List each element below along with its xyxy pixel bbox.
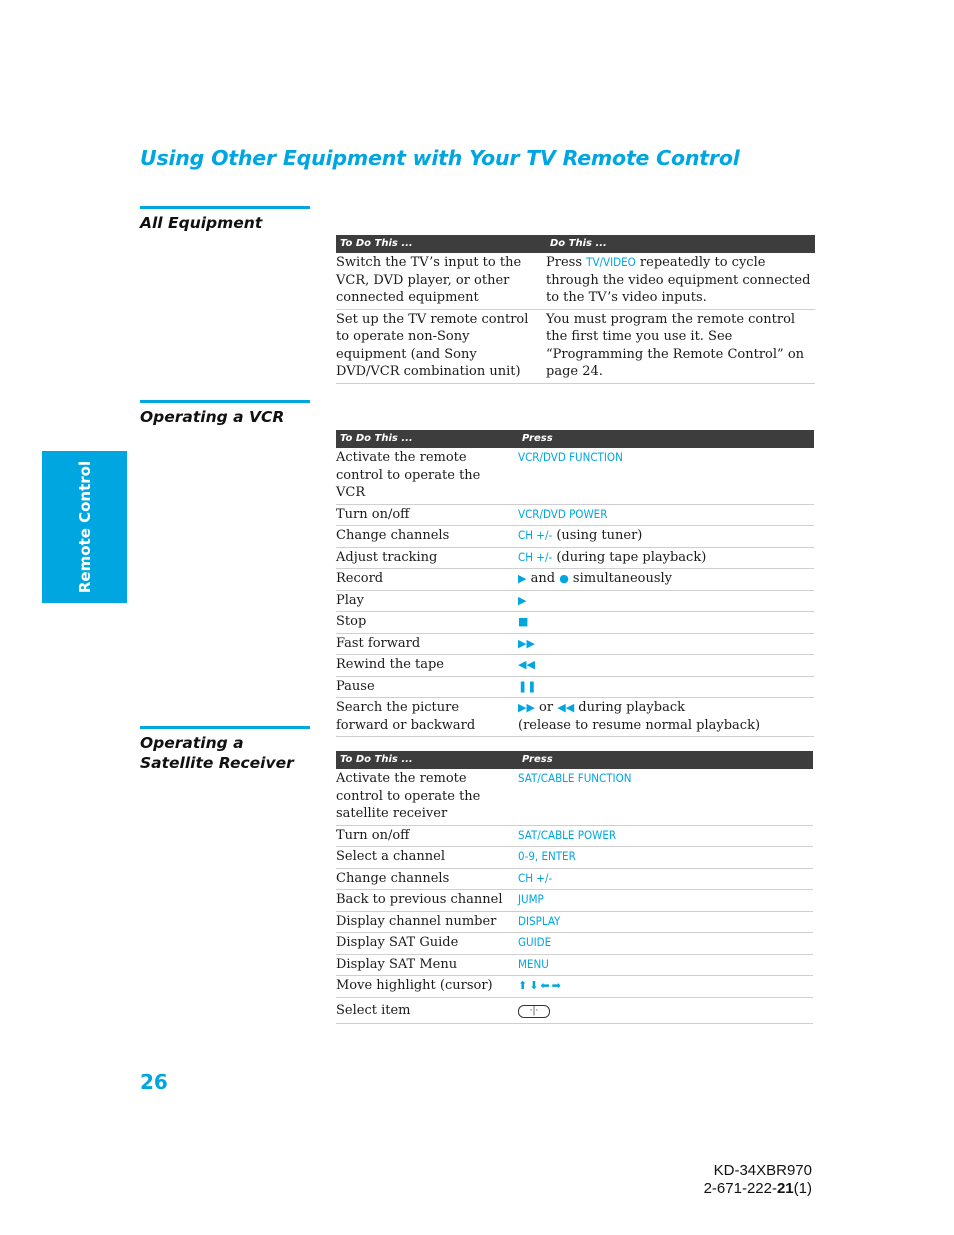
press-cell (518, 612, 814, 634)
button-name: SAT/CABLE POWER (518, 827, 617, 842)
column-header: To Do This ... (336, 430, 518, 448)
action-cell: Display SAT Guide (336, 933, 518, 955)
press-note: (during tape playback) (552, 549, 707, 565)
press-cell (518, 526, 814, 548)
action-cell: Select item (336, 997, 518, 1024)
button-name: 0-9, ENTER (518, 849, 576, 863)
press-note: during playback (574, 700, 685, 715)
instruction-cell (546, 253, 815, 309)
table-row (336, 526, 814, 548)
press-note: and (526, 571, 560, 586)
action-cell: Rewind the tape (336, 655, 518, 677)
press-cell (518, 976, 813, 998)
column-header: To Do This ... (336, 751, 518, 769)
document-code (704, 1180, 812, 1198)
press-cell (518, 504, 814, 526)
button-name: GUIDE (518, 935, 552, 949)
table-row (336, 590, 814, 612)
page-title: Using Other Equipment with Your TV Remote Control (140, 146, 740, 170)
press-note: or (534, 700, 558, 715)
code-prefix: 2-671-222- (703, 1180, 777, 1197)
side-tab (42, 451, 127, 603)
rewind-icon: ◀◀ (557, 701, 575, 714)
action-cell: Select a channel (336, 847, 518, 869)
table-row (336, 825, 813, 847)
column-header: To Do This ... (336, 235, 546, 253)
action-cell: Change channels (336, 868, 518, 890)
press-cell (518, 698, 814, 737)
press-cell (518, 590, 814, 612)
action-cell: Search the picture forward or backward (336, 698, 518, 737)
press-note: (using tuner) (552, 528, 643, 543)
button-name: VCR/DVD POWER (518, 506, 608, 521)
table-row (336, 847, 813, 869)
press-cell (518, 569, 814, 591)
table-row (336, 309, 815, 383)
press-note: (release to resume normal playback) (518, 717, 761, 733)
column-header: Press (518, 751, 813, 769)
model-number: KD-34XBR970 (713, 1162, 812, 1179)
pause-icon: ❚❚ (518, 679, 537, 693)
press-cell (518, 890, 813, 912)
table-row (336, 954, 813, 976)
action-cell: Set up the TV remote control to operate non-Sony equipment (and Sony DVD/VCR combination unit) (336, 309, 546, 383)
action-cell: Record (336, 569, 518, 591)
action-cell: Activate the remote control to operate the satellite receiver (336, 769, 518, 825)
button-name: CH +/- (518, 528, 553, 542)
vcr-table (336, 430, 814, 737)
press-cell (518, 676, 814, 698)
play-icon: ▶ (518, 593, 527, 607)
action-cell: Adjust tracking (336, 547, 518, 569)
arrow-keys-icon: ⬆⬇⬅➡ (518, 979, 563, 992)
button-name: CH +/- (518, 870, 553, 885)
side-tab-label: Remote Control (75, 460, 94, 594)
press-cell (518, 448, 814, 504)
table-row (336, 868, 813, 890)
action-cell: Play (336, 590, 518, 612)
table-row (336, 569, 814, 591)
button-name: DISPLAY (518, 913, 561, 928)
instruction-text: repeatedly to cycle through the video equipment connected to the TV’s video inputs. (546, 255, 811, 305)
table-header-row (336, 751, 813, 769)
press-cell (518, 825, 813, 847)
table-row (336, 933, 813, 955)
heading-line: Operating a (140, 734, 244, 752)
table-row (336, 698, 814, 737)
column-header: Press (518, 430, 814, 448)
heading-line: Satellite Receiver (140, 754, 294, 772)
footer (704, 1162, 812, 1198)
table-row (336, 253, 815, 309)
table-row (336, 676, 814, 698)
press-cell (518, 954, 813, 976)
action-cell: Move highlight (cursor) (336, 976, 518, 998)
action-cell: Change channels (336, 526, 518, 548)
action-cell: Switch the TV’s input to the VCR, DVD player, or other connected equipment (336, 253, 546, 309)
action-cell: Back to previous channel (336, 890, 518, 912)
action-cell: Turn on/off (336, 825, 518, 847)
table-row (336, 448, 814, 504)
button-name: TV/VIDEO (586, 255, 636, 269)
code-suffix: (1) (793, 1180, 812, 1197)
select-button-icon: ·|· (518, 1005, 550, 1018)
press-cell (518, 997, 813, 1024)
table-row (336, 769, 813, 825)
action-cell: Turn on/off (336, 504, 518, 526)
fast-forward-icon: ▶▶ (518, 701, 535, 714)
section-heading-satellite (140, 733, 294, 773)
press-cell (518, 655, 814, 677)
press-cell (518, 847, 813, 869)
table-header-row (336, 430, 814, 448)
table-row (336, 890, 813, 912)
button-name: SAT/CABLE FUNCTION (518, 771, 632, 785)
table-row (336, 612, 814, 634)
action-cell: Activate the remote control to operate the VCR (336, 448, 518, 504)
instruction-cell: You must program the remote control the first time you use it. See “Programming the Remote Control” on page 24. (546, 309, 815, 383)
table-header-row (336, 235, 815, 253)
press-cell (518, 633, 814, 655)
action-cell: Display SAT Menu (336, 954, 518, 976)
satellite-table (336, 751, 813, 1024)
press-cell (518, 868, 813, 890)
all-equipment-table (336, 235, 815, 384)
button-name: JUMP (518, 892, 544, 906)
code-bold: 21 (776, 1180, 794, 1197)
section-rule (140, 400, 310, 403)
table-row (336, 655, 814, 677)
section-rule (140, 726, 310, 729)
instruction-text: Press (546, 255, 587, 270)
button-name: MENU (518, 956, 549, 971)
button-name: CH +/- (518, 549, 553, 564)
stop-icon: ■ (518, 615, 529, 628)
table-row (336, 997, 813, 1024)
table-row (336, 504, 814, 526)
press-cell (518, 547, 814, 569)
press-cell (518, 933, 813, 955)
button-name: VCR/DVD FUNCTION (518, 450, 623, 464)
record-icon: ● (559, 572, 569, 585)
press-cell (518, 769, 813, 825)
table-row (336, 633, 814, 655)
column-header: Do This ... (546, 235, 815, 253)
action-cell: Fast forward (336, 633, 518, 655)
play-icon: ▶ (518, 572, 527, 585)
table-row (336, 976, 813, 998)
section-heading-vcr: Operating a VCR (140, 408, 285, 426)
action-cell: Pause (336, 676, 518, 698)
press-cell (518, 911, 813, 933)
fast-forward-icon: ▶▶ (518, 636, 535, 650)
table-row (336, 911, 813, 933)
section-heading-all-equipment: All Equipment (140, 214, 263, 232)
press-note: simultaneously (568, 571, 673, 586)
table-row (336, 547, 814, 569)
rewind-icon: ◀◀ (518, 658, 535, 671)
action-cell: Stop (336, 612, 518, 634)
section-rule (140, 206, 310, 209)
page-number: 26 (140, 1070, 168, 1094)
action-cell: Display channel number (336, 911, 518, 933)
